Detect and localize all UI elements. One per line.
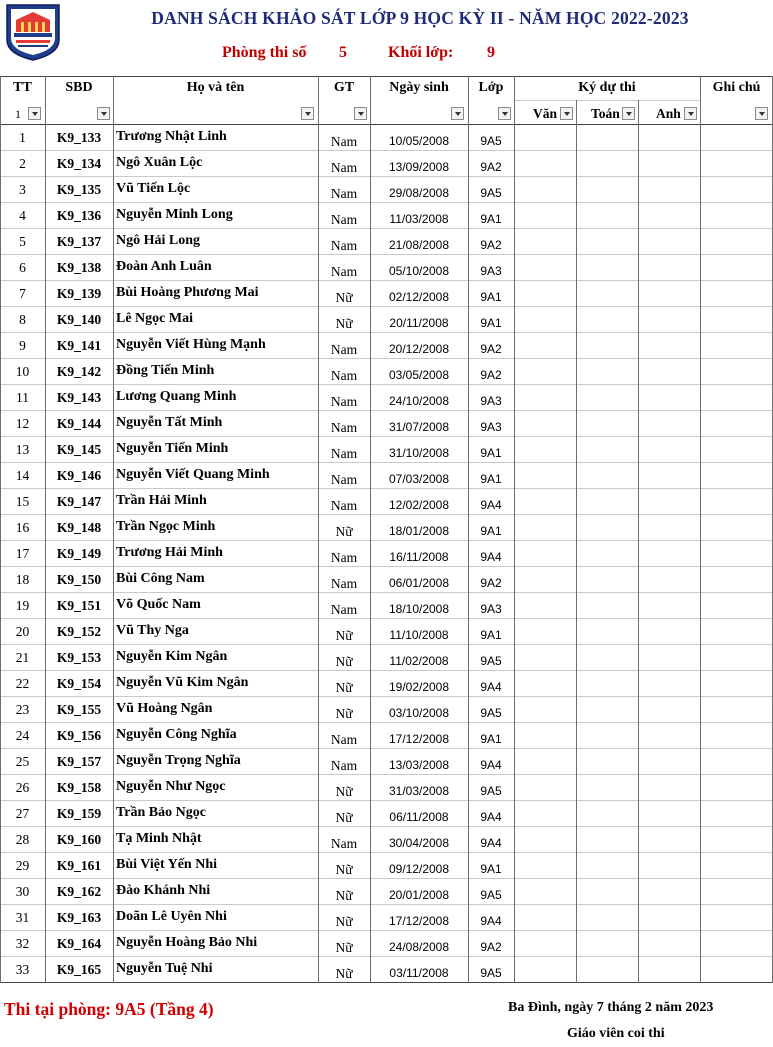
cell-tt: 26 (15, 780, 30, 795)
cell-dob: 06/11/2008 (389, 810, 449, 824)
cell-tt: 11 (16, 390, 29, 405)
cell-class: 9A4 (480, 498, 502, 512)
cell-gender: Nam (330, 472, 358, 487)
cell-class: 9A2 (480, 238, 502, 252)
table-row (0, 750, 773, 776)
cell-dob: 13/09/2008 (388, 160, 450, 174)
grade-label: Khối lớp: (388, 44, 454, 61)
cell-gender: Nam (330, 602, 358, 617)
table-row (0, 230, 773, 256)
room-value: 5 (339, 44, 347, 61)
cell-class: 9A2 (480, 576, 502, 590)
cell-dob: 24/08/2008 (388, 940, 450, 954)
cell-tt: 14 (15, 468, 30, 483)
cell-name: Trần Ngọc Minh (116, 519, 216, 534)
cell-tt: 30 (15, 884, 30, 899)
cell-tt: 24 (15, 728, 30, 743)
cell-gender: Nam (330, 446, 358, 461)
cell-gender: Nữ (335, 810, 353, 825)
cell-dob: 05/10/2008 (388, 264, 450, 278)
cell-class: 9A5 (480, 134, 502, 148)
cell-sbd: K9_139 (56, 286, 102, 301)
cell-gender: Nam (330, 576, 358, 591)
cell-class: 9A1 (480, 732, 502, 746)
cell-tt: 18 (15, 572, 30, 587)
cell-tt: 17 (15, 546, 30, 561)
table-row (0, 282, 773, 308)
cell-gender: Nam (330, 186, 358, 201)
cell-name: Nguyễn Vũ Kim Ngân (116, 675, 249, 690)
cell-class: 9A4 (480, 680, 502, 694)
cell-gender: Nữ (335, 966, 353, 981)
table-row (0, 516, 773, 542)
cell-name: Vũ Hoàng Ngân (116, 701, 213, 716)
cell-tt: 2 (19, 156, 26, 171)
col-header-sbd: SBD (65, 80, 93, 95)
cell-dob: 20/01/2008 (388, 888, 450, 902)
cell-gender: Nữ (335, 316, 353, 331)
col-header-name: Họ và tên (186, 80, 245, 95)
cell-name: Bùi Hoàng Phương Mai (116, 285, 259, 300)
cell-class: 9A1 (480, 628, 502, 642)
cell-class: 9A5 (480, 186, 502, 200)
cell-name: Trần Bảo Ngọc (116, 805, 206, 820)
cell-sbd: K9_137 (56, 234, 102, 249)
cell-dob: 18/01/2008 (388, 524, 450, 538)
cell-gender: Nữ (335, 888, 353, 903)
cell-gender: Nam (330, 238, 358, 253)
table-row (0, 490, 773, 516)
cell-name: Đoàn Anh Luân (116, 259, 212, 274)
cell-dob: 24/10/2008 (388, 394, 450, 408)
cell-tt: 8 (19, 312, 26, 327)
cell-class: 9A1 (480, 862, 502, 876)
table-row (0, 802, 773, 828)
cell-sbd: K9_138 (56, 260, 102, 275)
cell-sbd: K9_156 (56, 728, 102, 743)
cell-sbd: K9_157 (56, 754, 102, 769)
cell-gender: Nữ (335, 524, 353, 539)
table-row (0, 334, 773, 360)
cell-sbd: K9_147 (56, 494, 102, 509)
table-row (0, 854, 773, 880)
cell-class: 9A3 (480, 420, 502, 434)
filter-dropdown-gender[interactable] (354, 107, 367, 120)
cell-dob: 31/03/2008 (388, 784, 450, 798)
table-row (0, 594, 773, 620)
cell-gender: Nữ (335, 680, 353, 695)
cell-name: Trần Hải Minh (116, 493, 207, 508)
cell-dob: 06/01/2008 (388, 576, 450, 590)
cell-class: 9A1 (480, 446, 502, 460)
cell-class: 9A4 (480, 914, 502, 928)
cell-sbd: K9_143 (56, 390, 102, 405)
cell-dob: 18/10/2008 (388, 602, 450, 616)
cell-sbd: K9_159 (56, 806, 102, 821)
cell-dob: 31/07/2008 (388, 420, 450, 434)
cell-tt: 27 (15, 806, 30, 821)
col-header-dob: Ngày sinh (389, 80, 449, 95)
table-row (0, 438, 773, 464)
cell-class: 9A5 (480, 706, 502, 720)
cell-class: 9A5 (480, 654, 502, 668)
cell-gender: Nữ (335, 862, 353, 877)
cell-sbd: K9_161 (56, 858, 102, 873)
cell-name: Doãn Lê Uyên Nhi (116, 909, 227, 924)
cell-name: Nguyễn Tất Minh (116, 415, 223, 430)
cell-class: 9A1 (480, 290, 502, 304)
cell-name: Ngô Hải Long (116, 233, 201, 248)
cell-sbd: K9_133 (56, 130, 102, 145)
cell-name: Trương Nhật Linh (116, 129, 227, 144)
cell-sbd: K9_146 (56, 468, 102, 483)
cell-dob: 31/10/2008 (388, 446, 450, 460)
cell-gender: Nam (330, 420, 358, 435)
cell-dob: 10/05/2008 (388, 134, 450, 148)
cell-tt: 6 (19, 260, 26, 275)
cell-gender: Nam (330, 498, 358, 513)
cell-sbd: K9_163 (56, 910, 102, 925)
table-row (0, 308, 773, 334)
cell-name: Vũ Thy Nga (116, 623, 189, 638)
cell-tt: 7 (19, 286, 26, 301)
cell-name: Nguyễn Trọng Nghĩa (116, 753, 241, 768)
cell-gender: Nữ (335, 940, 353, 955)
cell-gender: Nữ (335, 784, 353, 799)
cell-gender: Nữ (335, 628, 353, 643)
cell-sbd: K9_142 (56, 364, 102, 379)
table-row (0, 464, 773, 490)
cell-class: 9A2 (480, 160, 502, 174)
col-header-van: Văn (533, 106, 558, 121)
cell-gender: Nam (330, 836, 358, 851)
cell-name: Nguyễn Công Nghĩa (116, 727, 237, 742)
cell-dob: 30/04/2008 (388, 836, 450, 850)
table-row (0, 906, 773, 932)
cell-sbd: K9_154 (56, 676, 102, 691)
table-row (0, 360, 773, 386)
table-row (0, 568, 773, 594)
cell-class: 9A5 (480, 888, 502, 902)
cell-gender: Nam (330, 732, 358, 747)
col-header-anh: Anh (656, 106, 681, 121)
cell-tt: 33 (15, 962, 30, 977)
cell-sbd: K9_141 (56, 338, 102, 353)
cell-gender: Nữ (335, 290, 353, 305)
exam-location: Thi tại phòng: 9A5 (Tầng 4) (4, 999, 214, 1019)
cell-sbd: K9_140 (56, 312, 102, 327)
cell-tt: 23 (15, 702, 30, 717)
cell-tt: 32 (15, 936, 30, 951)
cell-class: 9A2 (480, 368, 502, 382)
cell-class: 9A4 (480, 810, 502, 824)
cell-class: 9A3 (480, 264, 502, 278)
cell-class: 9A2 (480, 342, 502, 356)
grade-value: 9 (487, 44, 495, 61)
cell-tt: 13 (15, 442, 30, 457)
cell-tt: 4 (19, 208, 26, 223)
cell-class: 9A3 (480, 602, 502, 616)
cell-dob: 16/11/2008 (389, 550, 449, 564)
cell-tt: 5 (19, 234, 26, 249)
cell-sbd: K9_158 (56, 780, 102, 795)
filter-dropdown-tt[interactable] (28, 107, 41, 120)
table-row (0, 256, 773, 282)
cell-name: Vũ Tiến Lộc (116, 181, 191, 196)
filter-dropdown-van[interactable] (560, 107, 573, 120)
cell-class: 9A1 (480, 472, 502, 486)
cell-gender: Nam (330, 368, 358, 383)
filter-dropdown-name[interactable] (301, 107, 314, 120)
cell-name: Tạ Minh Nhật (116, 831, 202, 846)
cell-class: 9A5 (480, 784, 502, 798)
table-row (0, 828, 773, 854)
cell-dob: 11/02/2008 (389, 654, 449, 668)
cell-name: Nguyễn Tuệ Nhi (116, 961, 213, 976)
cell-gender: Nữ (335, 654, 353, 669)
col-header-gender: GT (333, 80, 355, 95)
cell-gender: Nam (330, 134, 358, 149)
cell-tt: 12 (15, 416, 30, 431)
cell-gender: Nam (330, 160, 358, 175)
cell-tt: 10 (15, 364, 30, 379)
cell-tt: 9 (19, 338, 26, 353)
cell-name: Bùi Việt Yến Nhi (116, 857, 217, 872)
cell-sbd: K9_155 (56, 702, 102, 717)
table-row (0, 880, 773, 906)
filter-dropdown-note[interactable] (755, 107, 768, 120)
col-header-class: Lớp (478, 80, 504, 95)
cell-name: Nguyễn Viết Quang Minh (116, 467, 270, 482)
table-row (0, 932, 773, 958)
cell-class: 9A3 (480, 394, 502, 408)
cell-name: Nguyễn Như Ngọc (116, 779, 226, 794)
cell-tt: 21 (15, 650, 30, 665)
filter-dropdown-sbd[interactable] (97, 107, 110, 120)
cell-dob: 21/08/2008 (388, 238, 450, 252)
cell-name: Lê Ngọc Mai (116, 311, 193, 326)
table-row (0, 178, 773, 204)
cell-dob: 07/03/2008 (388, 472, 450, 486)
cell-class: 9A1 (480, 212, 502, 226)
cell-tt: 16 (15, 520, 30, 535)
cell-tt: 22 (15, 676, 30, 691)
table-row (0, 152, 773, 178)
cell-gender: Nam (330, 264, 358, 279)
table-row (0, 672, 773, 698)
proctor-signature-label: Giáo viên coi thi (567, 1026, 665, 1041)
cell-tt: 31 (15, 910, 30, 925)
table-row (0, 646, 773, 672)
cell-name: Lương Quang Minh (116, 389, 237, 404)
page-title: DANH SÁCH KHẢO SÁT LỚP 9 HỌC KỲ II - NĂM HỌC 2022-2023 (151, 8, 689, 28)
cell-sbd: K9_148 (56, 520, 102, 535)
cell-name: Ngô Xuân Lộc (116, 155, 203, 170)
cell-sbd: K9_153 (56, 650, 102, 665)
cell-dob: 20/12/2008 (388, 342, 450, 356)
cell-gender: Nam (330, 212, 358, 227)
table-row (0, 698, 773, 724)
cell-dob: 29/08/2008 (388, 186, 450, 200)
cell-dob: 17/12/2008 (388, 914, 450, 928)
cell-class: 9A4 (480, 550, 502, 564)
cell-dob: 09/12/2008 (388, 862, 450, 876)
col-header-note: Ghi chú (712, 80, 761, 95)
cell-sbd: K9_136 (56, 208, 102, 223)
cell-dob: 17/12/2008 (388, 732, 450, 746)
cell-name: Bùi Công Nam (116, 571, 205, 586)
cell-gender: Nữ (335, 706, 353, 721)
table-row (0, 542, 773, 568)
filter-dropdown-class[interactable] (498, 107, 511, 120)
cell-tt: 1 (19, 130, 26, 145)
table-row (0, 412, 773, 438)
cell-name: Võ Quốc Nam (116, 597, 201, 612)
cell-sbd: K9_150 (56, 572, 102, 587)
cell-dob: 20/11/2008 (389, 316, 449, 330)
cell-sbd: K9_151 (56, 598, 102, 613)
cell-tt: 25 (15, 754, 30, 769)
table-row (0, 958, 773, 984)
cell-dob: 19/02/2008 (388, 680, 450, 694)
cell-sbd: K9_149 (56, 546, 102, 561)
cell-sbd: K9_144 (56, 416, 102, 431)
col-header-tt: TT (13, 80, 32, 95)
table-row (0, 620, 773, 646)
cell-name: Nguyễn Viết Hùng Mạnh (116, 337, 266, 352)
cell-class: 9A1 (480, 316, 502, 330)
cell-dob: 12/02/2008 (388, 498, 450, 512)
cell-name: Nguyễn Minh Long (116, 207, 233, 222)
cell-class: 9A2 (480, 940, 502, 954)
tt-filter-value: 1 (15, 107, 21, 121)
cell-sbd: K9_162 (56, 884, 102, 899)
cell-gender: Nam (330, 758, 358, 773)
cell-gender: Nam (330, 342, 358, 357)
cell-name: Đồng Tiến Minh (116, 363, 215, 378)
cell-class: 9A5 (480, 966, 502, 980)
filter-dropdown-dob[interactable] (451, 107, 464, 120)
cell-sbd: K9_152 (56, 624, 102, 639)
cell-sbd: K9_145 (56, 442, 102, 457)
cell-dob: 11/10/2008 (389, 628, 449, 642)
cell-name: Đào Khánh Nhi (116, 883, 211, 898)
cell-dob: 11/03/2008 (389, 212, 449, 226)
filter-dropdown-anh[interactable] (684, 107, 697, 120)
table-row (0, 776, 773, 802)
cell-name: Trương Hải Minh (116, 545, 223, 560)
cell-sbd: K9_165 (56, 962, 102, 977)
room-label: Phòng thi số (222, 44, 307, 61)
cell-sbd: K9_135 (56, 182, 102, 197)
cell-tt: 29 (15, 858, 30, 873)
date-line: Ba Đình, ngày 7 tháng 2 năm 2023 (508, 1000, 714, 1015)
cell-dob: 03/05/2008 (388, 368, 450, 382)
cell-tt: 28 (15, 832, 30, 847)
filter-dropdown-toan[interactable] (622, 107, 635, 120)
cell-tt: 3 (19, 182, 26, 197)
cell-class: 9A1 (480, 524, 502, 538)
cell-gender: Nữ (335, 914, 353, 929)
school-logo (2, 2, 64, 62)
cell-sbd: K9_164 (56, 936, 102, 951)
cell-dob: 02/12/2008 (388, 290, 450, 304)
cell-sbd: K9_160 (56, 832, 102, 847)
cell-name: Nguyễn Tiến Minh (116, 441, 229, 456)
table-row (0, 724, 773, 750)
cell-class: 9A4 (480, 836, 502, 850)
cell-tt: 19 (15, 598, 30, 613)
col-header-toan: Toán (591, 106, 620, 121)
cell-gender: Nam (330, 550, 358, 565)
cell-dob: 13/03/2008 (388, 758, 450, 772)
cell-tt: 15 (15, 494, 30, 509)
cell-tt: 20 (15, 624, 30, 639)
table-row (0, 386, 773, 412)
table-row (0, 126, 773, 152)
col-header-exam: Ký dự thi (578, 80, 636, 95)
cell-dob: 03/10/2008 (388, 706, 450, 720)
cell-sbd: K9_134 (56, 156, 102, 171)
cell-name: Nguyễn Kim Ngân (116, 649, 228, 664)
table-row (0, 204, 773, 230)
cell-name: Nguyễn Hoàng Bảo Nhi (116, 935, 258, 950)
cell-dob: 03/11/2008 (389, 966, 449, 980)
cell-class: 9A4 (480, 758, 502, 772)
cell-gender: Nam (330, 394, 358, 409)
